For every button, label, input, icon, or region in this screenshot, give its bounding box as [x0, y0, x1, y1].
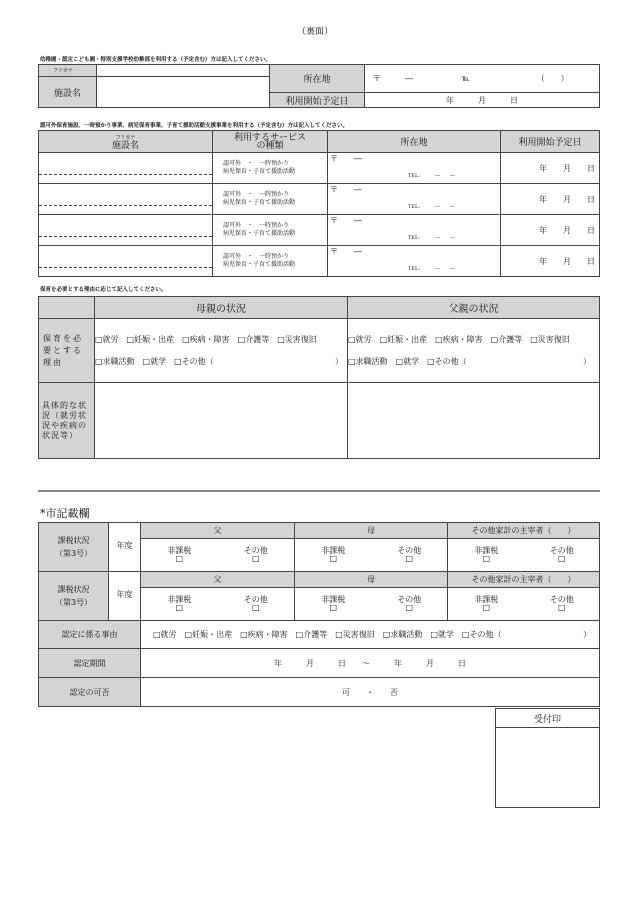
table-row [39, 184, 600, 215]
tel-mark: TEL: ― ― [408, 173, 455, 179]
nontax-label: 非課税 [321, 595, 346, 604]
mother-reasons-row2: □求職活動 □就学 □その他（ [95, 356, 214, 366]
detail-label: 具体的な状況（就労状況や疾病の状況等） [39, 383, 95, 459]
furigana-field[interactable] [97, 65, 270, 77]
service-line1: 認可外 ・ 一時預かり [223, 253, 290, 260]
mother-reasons-row1: □就労 □妊娠・出産 □疾病・障害 □介護等 □災害復旧 [95, 334, 317, 344]
other-label: その他 [243, 595, 268, 604]
mother-detail-field[interactable] [95, 383, 348, 459]
city-table [38, 522, 600, 707]
section-divider [38, 490, 600, 492]
reason-table [38, 296, 600, 459]
fiscal-year-1[interactable]: 年度 [109, 523, 141, 572]
tel-mark: TEL: ― ― [408, 204, 455, 210]
other-label: その他 [397, 546, 422, 555]
certification-reason-label: 認定に係る事由 [39, 621, 141, 649]
checkbox-icon[interactable]: □ [557, 603, 566, 612]
service-options[interactable] [213, 246, 328, 277]
father-reasons-close: ） [583, 356, 591, 366]
start-date-field[interactable]: 年 月 日 [501, 153, 600, 184]
address-field[interactable] [328, 153, 501, 184]
certification-approval-label: 認定の可否 [39, 678, 141, 707]
tel-mark: TEL: ― ― [408, 235, 455, 241]
tax-label: 課税状況 [57, 536, 90, 545]
mother-header: 母 [295, 523, 448, 539]
checkbox-icon[interactable]: □ [482, 554, 491, 563]
header-start-date: 利用開始予定日 [501, 131, 600, 153]
mother-reasons[interactable] [95, 319, 348, 383]
reception-stamp-label: 受付印 [496, 709, 600, 728]
other-householder-header: その他家計の主宰者（ ） [448, 572, 600, 588]
service-line2: 病児保育・子育て援助活動 [223, 261, 296, 268]
facility-name-field[interactable] [39, 153, 213, 184]
header-blank [39, 297, 95, 319]
checkbox-icon[interactable]: □ [175, 603, 184, 612]
checkbox-icon[interactable]: □ [405, 554, 414, 563]
nontax-label: 非課税 [474, 595, 499, 604]
nontax-label: 非課税 [167, 546, 192, 555]
postal-mark: 〒 ― [330, 185, 362, 194]
tax-status-label-1 [39, 523, 109, 572]
father-other[interactable] [218, 588, 295, 621]
checkbox-icon[interactable]: □ [251, 603, 260, 612]
start-date-field[interactable]: 年 月 日 [501, 246, 600, 277]
mother-nontax[interactable] [295, 539, 372, 572]
facility-name-field[interactable] [97, 77, 270, 108]
facility-label: 施設名 [39, 77, 97, 108]
tax-sub: （第3号） [54, 549, 93, 558]
other-label: その他 [549, 595, 574, 604]
father-header: 父 [141, 572, 295, 588]
postal-mark: 〒 ― [373, 74, 413, 83]
householder-nontax[interactable] [448, 539, 525, 572]
father-header: 父 [141, 523, 295, 539]
other-label: その他 [397, 595, 422, 604]
householder-nontax[interactable] [448, 588, 525, 621]
father-reasons-row1: □就労 □妊娠・出産 □疾病・障害 □介護等 □災害復旧 [348, 334, 570, 344]
header-service [213, 131, 328, 153]
nontax-label: 非課税 [167, 595, 192, 604]
mother-reasons-close: ） [335, 356, 343, 366]
header-facility [39, 131, 213, 153]
father-reasons-row2: □求職活動 □就学 □その他（ [348, 356, 467, 366]
checkbox-icon[interactable]: □ [251, 554, 260, 563]
householder-other[interactable] [525, 588, 600, 621]
service-line2: 病児保育・子育て援助活動 [223, 230, 296, 237]
page-title: （裏面） [296, 27, 333, 37]
header-service-line1: 利用するサービス [233, 132, 306, 143]
service-options[interactable] [213, 215, 328, 246]
tel-mark: TEL: ― ― [408, 266, 455, 272]
reason-options-text: □就労 □妊娠・出産 □疾病・障害 □介護等 □災害復旧 □求職活動 □就学 □その他（ [153, 630, 502, 639]
furigana-label: フリガナ [39, 65, 97, 77]
postal-mark: 〒 ― [330, 216, 362, 225]
father-other[interactable] [218, 539, 295, 572]
certification-approval-field[interactable]: 可 ・ 否 [141, 678, 600, 707]
mother-other[interactable] [372, 588, 448, 621]
address-field[interactable] [328, 215, 501, 246]
tax-status-label-2 [39, 572, 109, 621]
checkbox-icon[interactable]: □ [329, 603, 338, 612]
certification-period-field[interactable]: 年 月 日 ～ 年 月 日 [141, 649, 600, 678]
service-line2: 病児保育・子育て援助活動 [223, 199, 296, 206]
section2-note: 認可外保育施設、一時預かり事業、病児保育事業、子育て援助活動支援事業を利用する（予定含む）方は記入してください。 [40, 123, 349, 129]
checkbox-icon[interactable]: □ [482, 603, 491, 612]
mother-nontax[interactable] [295, 588, 372, 621]
checkbox-icon[interactable]: □ [329, 554, 338, 563]
father-detail-field[interactable] [348, 383, 600, 459]
facility-name-field[interactable] [39, 246, 213, 277]
certification-period-label: 認定期間 [39, 649, 141, 678]
address-field[interactable] [328, 184, 501, 215]
fiscal-year-2[interactable]: 年度 [109, 572, 141, 621]
service-line1: 認可外 ・ 一時預かり [223, 222, 290, 229]
address-field[interactable] [365, 65, 600, 93]
father-reasons[interactable] [348, 319, 600, 383]
reason-close: ） [583, 630, 591, 639]
table-row [39, 153, 600, 184]
section3-note: 保育を必要とする理由に応じて記入してください。 [40, 287, 167, 293]
reception-stamp-area[interactable] [496, 728, 600, 808]
father-status-header: 父親の状況 [348, 297, 600, 319]
mother-header: 母 [295, 572, 448, 588]
header-furigana: フリガナ [115, 134, 136, 141]
service-line1: 認可外 ・ 一時預かり [223, 191, 290, 198]
other-householder-header: その他家計の主宰者（ ） [448, 523, 600, 539]
start-date-field[interactable]: 年 月 日 [365, 93, 600, 108]
nontax-label: 非課税 [321, 546, 346, 555]
city-section-title: *市記載欄 [40, 507, 90, 520]
table-row [39, 246, 600, 277]
start-date-field[interactable]: 年 月 日 [501, 184, 600, 215]
address-label: 所在地 [270, 65, 365, 93]
certification-reason-options[interactable] [141, 621, 600, 649]
checkbox-icon[interactable]: □ [175, 554, 184, 563]
reason-label: 保育を必要とする理由 [39, 319, 95, 383]
father-nontax[interactable] [141, 539, 218, 572]
tax-sub: （第3号） [54, 598, 93, 607]
address-field[interactable] [328, 246, 501, 277]
other-label: その他 [243, 546, 268, 555]
householder-other[interactable] [525, 539, 600, 572]
header-facility-name: 施設名 [111, 140, 139, 151]
other-label: その他 [549, 546, 574, 555]
mother-other[interactable] [372, 539, 448, 572]
tax-label: 課税状況 [57, 585, 90, 594]
table-row [39, 215, 600, 246]
checkbox-icon[interactable]: □ [557, 554, 566, 563]
postal-mark: 〒 ― [330, 154, 362, 163]
other-care-table [38, 130, 600, 277]
facility-name-field[interactable] [39, 184, 213, 215]
father-nontax[interactable] [141, 588, 218, 621]
kindergarten-table [38, 64, 600, 108]
start-date-label: 利用開始予定日 [270, 93, 365, 108]
checkbox-icon[interactable]: □ [405, 603, 414, 612]
mother-status-header: 母親の状況 [95, 297, 348, 319]
header-address: 所在地 [328, 131, 501, 153]
tel-mark: ℡ [461, 74, 471, 83]
reception-stamp-box [495, 708, 600, 808]
service-options[interactable] [213, 153, 328, 184]
tel-paren: （ ） [536, 74, 569, 83]
service-line1: 認可外 ・ 一時預かり [223, 160, 290, 167]
section1-note: 幼稚園・認定こども園・特別支援学校幼稚部を利用する（予定含む）方は記入してください。 [40, 57, 272, 63]
facility-name-field[interactable] [39, 215, 213, 246]
header-service-line2: の種類 [256, 140, 284, 151]
start-date-field[interactable]: 年 月 日 [501, 215, 600, 246]
postal-mark: 〒 ― [330, 247, 362, 256]
service-options[interactable] [213, 184, 328, 215]
nontax-label: 非課税 [474, 546, 499, 555]
service-line2: 病児保育・子育て援助活動 [223, 168, 296, 175]
